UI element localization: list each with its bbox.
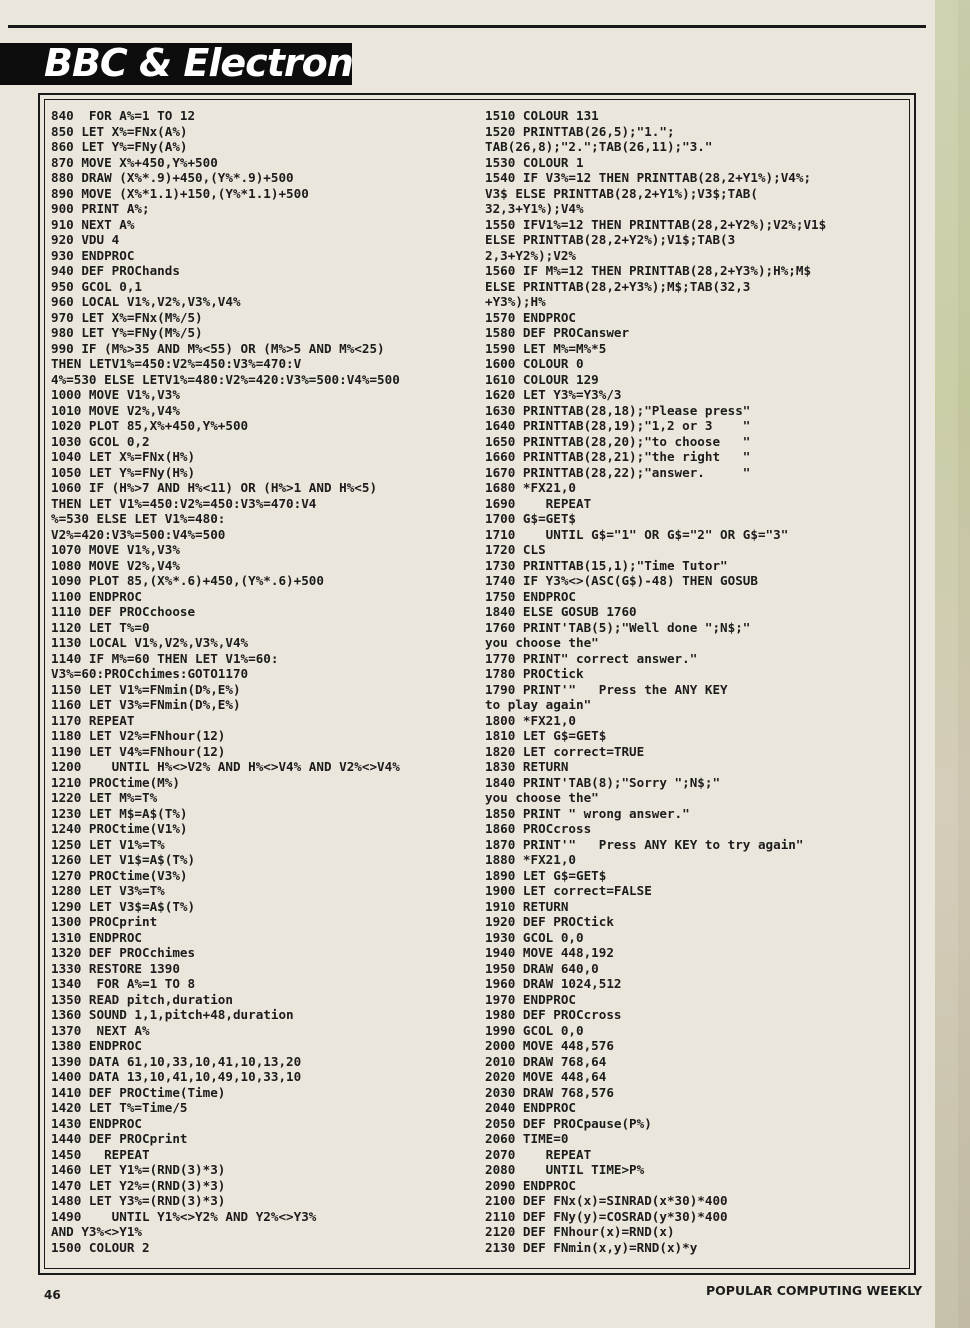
code-line: 1030 GCOL 0,2 (51, 433, 150, 449)
code-line: 980 LET Y%=FNy(M%/5) (51, 325, 203, 340)
code-line: 1180 LET V2%=FNhour(12) (51, 728, 226, 743)
code-line: 1370 NEXT A% (51, 1022, 150, 1038)
code-line: 1720 CLS (485, 542, 546, 557)
code-line: 1280 LET V3%=T% (51, 883, 165, 898)
code-line: 1120 LET T%=0 (51, 619, 150, 635)
code-line: 1530 COLOUR 1 (485, 154, 584, 170)
code-line: 1590 LET M%=M%*5 (485, 340, 607, 356)
code-line: 2020 MOVE 448,64 (485, 1069, 607, 1084)
code-line: 2,3+Y2%);V2% (485, 247, 576, 263)
code-line: 2110 DEF FNy(y)=COSRAD(y*30)*400 (485, 1208, 728, 1224)
code-line: 2000 MOVE 448,576 (485, 1038, 614, 1053)
code-line: 1930 GCOL 0,0 (485, 929, 584, 945)
code-line: 1950 DRAW 640,0 (485, 960, 599, 976)
code-line: 1810 LET G$=GET$ (485, 728, 607, 743)
code-line: 950 GCOL 0,1 (51, 278, 142, 294)
code-line: 2090 ENDPROC (485, 1177, 576, 1193)
code-line: 850 LET X%=FNx(A%) (51, 123, 188, 139)
code-line: 1880 *FX21,0 (485, 852, 576, 867)
code-line: 1730 PRINTTAB(15,1);"Time Tutor" (485, 557, 728, 573)
code-line: 1900 LET correct=FALSE (485, 883, 652, 898)
code-line: 1660 PRINTTAB(28,21);"the right " (485, 449, 751, 464)
code-line: 860 LET Y%=FNy(A%) (51, 139, 188, 154)
code-line: 1800 *FX21,0 (485, 712, 576, 728)
code-line: 1990 GCOL 0,0 (485, 1022, 584, 1038)
code-line: 1620 LET Y3%=Y3%/3 (485, 387, 622, 402)
code-line: 2080 UNTIL TIME>P% (485, 1162, 645, 1177)
code-line: 1130 LOCAL V1%,V2%,V3%,V4% (51, 635, 249, 650)
code-line: 2100 DEF FNx(x)=SINRAD(x*30)*400 (485, 1193, 728, 1208)
code-line: 1850 PRINT " wrong answer." (485, 805, 690, 821)
code-line: to play again" (485, 697, 592, 712)
code-line: 1460 LET Y1%=(RND(3)*3) (51, 1162, 226, 1177)
code-line: 1440 DEF PROCprint (51, 1131, 188, 1146)
code-line: 1340 FOR A%=1 TO 8 (51, 976, 196, 991)
code-line: 1010 MOVE V2%,V4% (51, 402, 180, 418)
code-line: 1490 UNTIL Y1%<>Y2% AND Y2%<>Y3% (51, 1208, 317, 1224)
code-line: V2%=420:V3%=500:V4%=500 (51, 526, 226, 542)
code-line: 1250 LET V1%=T% (51, 836, 165, 852)
code-line: 1210 PROCtime(M%) (51, 774, 180, 790)
code-line: 1450 REPEAT (51, 1146, 150, 1162)
code-line: 1970 ENDPROC (485, 991, 576, 1007)
code-line: 1410 DEF PROCtime(Time) (51, 1084, 226, 1100)
code-line: 1860 PROCcross (485, 821, 592, 836)
code-line: 1320 DEF PROCchimes (51, 945, 196, 960)
code-line: 960 LOCAL V1%,V2%,V3%,V4% (51, 294, 241, 309)
code-line: 1310 ENDPROC (51, 929, 142, 945)
code-line: 2050 DEF PROCpause(P%) (485, 1115, 652, 1131)
code-line: 1600 COLOUR 0 (485, 356, 584, 371)
code-line: TAB(26,8);"2.";TAB(26,11);"3." (485, 139, 713, 154)
code-line: 1840 ELSE GOSUB 1760 (485, 604, 637, 619)
publication-name: POPULAR COMPUTING WEEKLY (706, 1283, 923, 1298)
code-line: 1020 PLOT 85,X%+450,Y%+500 (51, 418, 249, 433)
code-line: 1520 PRINTTAB(26,5);"1."; (485, 123, 675, 139)
code-line: 1100 ENDPROC (51, 588, 142, 604)
code-line: 1420 LET T%=Time/5 (51, 1100, 188, 1115)
code-line: 1470 LET Y2%=(RND(3)*3) (51, 1177, 226, 1193)
code-line: 1650 PRINTTAB(28,20);"to choose " (485, 433, 751, 449)
code-line: 1890 LET G$=GET$ (485, 867, 607, 883)
code-line: 1780 PROCtick (485, 666, 584, 681)
code-line: 1330 RESTORE 1390 (51, 960, 180, 976)
code-line: 1090 PLOT 85,(X%*.6)+450,(Y%*.6)+500 (51, 573, 324, 588)
code-line: 1670 PRINTTAB(28,22);"answer. " (485, 464, 751, 480)
code-line: 1870 PRINT'" Press ANY KEY to try again" (485, 836, 804, 852)
code-line: 890 MOVE (X%*1.1)+150,(Y%*1.1)+500 (51, 185, 309, 201)
code-line: 1750 ENDPROC (485, 588, 576, 604)
code-line: 990 IF (M%>35 AND M%<55) OR (M%>5 AND M%<25) (51, 340, 385, 356)
code-line: 1640 PRINTTAB(28,19);"1,2 or 3 " (485, 418, 751, 433)
code-line: 840 FOR A%=1 TO 12 (51, 108, 196, 123)
code-line: 1630 PRINTTAB(28,18);"Please press" (485, 402, 751, 418)
code-line: 4%=530 ELSE LETV1%=480:V2%=420:V3%=500:V4%=500 (51, 371, 400, 387)
page-number: 46 (44, 1288, 61, 1302)
code-line: 900 PRINT A%; (51, 201, 150, 216)
code-line: 970 LET X%=FNx(M%/5) (51, 309, 203, 325)
code-line: 1400 DATA 13,10,41,10,49,10,33,10 (51, 1069, 302, 1084)
code-line: 1820 LET correct=TRUE (485, 743, 645, 759)
code-line: 1980 DEF PROCcross (485, 1007, 622, 1022)
code-line: 1840 PRINT'TAB(8);"Sorry ";N$;" (485, 774, 721, 790)
code-line: 910 NEXT A% (51, 216, 135, 232)
code-line: 1560 IF M%=12 THEN PRINTTAB(28,2+Y3%);H%;M$ (485, 263, 812, 278)
code-line: 2040 ENDPROC (485, 1100, 576, 1115)
code-line: 2060 TIME=0 (485, 1131, 569, 1146)
code-line: V3%=60:PROCchimes:GOTO1170 (51, 666, 249, 681)
code-line: 940 DEF PROChands (51, 263, 180, 278)
code-line: 1790 PRINT'" Press the ANY KEY (485, 681, 728, 697)
code-line: 2070 REPEAT (485, 1146, 592, 1162)
code-line: V3$ ELSE PRINTTAB(28,2+Y1%);V3$;TAB( (485, 185, 758, 201)
code-line: 880 DRAW (X%*.9)+450,(Y%*.9)+500 (51, 170, 294, 185)
code-line: 1220 LET M%=T% (51, 790, 158, 805)
code-line: 1480 LET Y3%=(RND(3)*3) (51, 1193, 226, 1208)
code-line: 1830 RETURN (485, 759, 569, 774)
code-line: 1540 IF V3%=12 THEN PRINTTAB(28,2+Y1%);V4%; (485, 170, 812, 185)
code-line: 1550 IFV1%=12 THEN PRINTTAB(28,2+Y2%);V2%;V1$ (485, 216, 827, 232)
code-line: 1580 DEF PROCanswer (485, 325, 630, 340)
code-line: AND Y3%<>Y1% (51, 1224, 142, 1239)
code-line: 870 MOVE X%+450,Y%+500 (51, 154, 218, 170)
code-line: 920 VDU 4 (51, 232, 120, 247)
code-line: 1710 UNTIL G$="1" OR G$="2" OR G$="3" (485, 526, 789, 542)
code-line: 1350 READ pitch,duration (51, 991, 233, 1007)
code-line: 1910 RETURN (485, 898, 569, 914)
code-line: you choose the" (485, 790, 599, 805)
code-line: 1760 PRINT'TAB(5);"Well done ";N$;" (485, 619, 751, 635)
code-line: 1050 LET Y%=FNy(H%) (51, 464, 196, 480)
code-line: 1690 REPEAT (485, 495, 592, 511)
code-line: 1770 PRINT" correct answer." (485, 650, 698, 666)
code-line: 1060 IF (H%>7 AND H%<11) OR (H%>1 AND H%<5) (51, 480, 378, 495)
code-line: 1000 MOVE V1%,V3% (51, 387, 180, 402)
code-line: 1610 COLOUR 129 (485, 371, 599, 387)
code-line: 1300 PROCprint (51, 914, 158, 929)
code-line: 1960 DRAW 1024,512 (485, 976, 622, 991)
code-line: 1200 UNTIL H%<>V2% AND H%<>V4% AND V2%<>V4% (51, 759, 400, 774)
code-line: 2130 DEF FNmin(x,y)=RND(x)*y (485, 1239, 698, 1255)
code-line: 1380 ENDPROC (51, 1038, 142, 1053)
code-line: 1260 LET V1$=A$(T%) (51, 852, 196, 867)
code-line: 1230 LET M$=A$(T%) (51, 805, 188, 821)
code-line: 2120 DEF FNhour(x)=RND(x) (485, 1224, 675, 1239)
section-title: BBC & Electron (44, 41, 353, 85)
code-line: 1740 IF Y3%<>(ASC(G$)-48) THEN GOSUB (485, 573, 758, 588)
code-line: 1240 PROCtime(V1%) (51, 821, 188, 836)
code-line: THEN LETV1%=450:V2%=450:V3%=470:V (51, 356, 302, 371)
code-line: 1700 G$=GET$ (485, 511, 576, 526)
code-line: 1110 DEF PROCchoose (51, 604, 196, 619)
code-line: ELSE PRINTTAB(28,2+Y3%);M$;TAB(32,3 (485, 278, 751, 294)
code-line: 1920 DEF PROCtick (485, 914, 614, 929)
code-line: 1070 MOVE V1%,V3% (51, 542, 180, 557)
code-line: +Y3%);H% (485, 294, 546, 309)
code-line: 32,3+Y1%);V4% (485, 201, 584, 216)
code-line: %=530 ELSE LET V1%=480: (51, 511, 226, 526)
code-line: 1040 LET X%=FNx(H%) (51, 449, 196, 464)
code-line: 1190 LET V4%=FNhour(12) (51, 743, 226, 759)
code-line: 2030 DRAW 768,576 (485, 1084, 614, 1100)
code-line: you choose the" (485, 635, 599, 650)
code-line: 1500 COLOUR 2 (51, 1239, 150, 1255)
code-listing-right-column (485, 108, 910, 1255)
code-line: THEN LET V1%=450:V2%=450:V3%=470:V4 (51, 495, 317, 511)
code-line: 1940 MOVE 448,192 (485, 945, 614, 960)
code-line: 1150 LET V1%=FNmin(D%,E%) (51, 681, 241, 697)
code-listing-left-column (51, 108, 481, 1255)
adjacent-page-edge (935, 0, 970, 1328)
code-line: 1430 ENDPROC (51, 1115, 142, 1131)
code-line: ELSE PRINTTAB(28,2+Y2%);V1$;TAB(3 (485, 232, 736, 247)
code-line: 1140 IF M%=60 THEN LET V1%=60: (51, 650, 279, 666)
code-line: 1270 PROCtime(V3%) (51, 867, 188, 883)
code-line: 930 ENDPROC (51, 247, 135, 263)
code-line: 1510 COLOUR 131 (485, 108, 599, 123)
code-line: 1390 DATA 61,10,33,10,41,10,13,20 (51, 1053, 302, 1069)
code-line: 1080 MOVE V2%,V4% (51, 557, 180, 573)
code-line: 1290 LET V3$=A$(T%) (51, 898, 196, 914)
code-line: 1360 SOUND 1,1,pitch+48,duration (51, 1007, 294, 1022)
code-line: 1680 *FX21,0 (485, 480, 576, 495)
top-rule (8, 25, 926, 28)
code-line: 2010 DRAW 768,64 (485, 1053, 607, 1069)
code-line: 1170 REPEAT (51, 712, 135, 728)
code-line: 1570 ENDPROC (485, 309, 576, 325)
code-line: 1160 LET V3%=FNmin(D%,E%) (51, 697, 241, 712)
